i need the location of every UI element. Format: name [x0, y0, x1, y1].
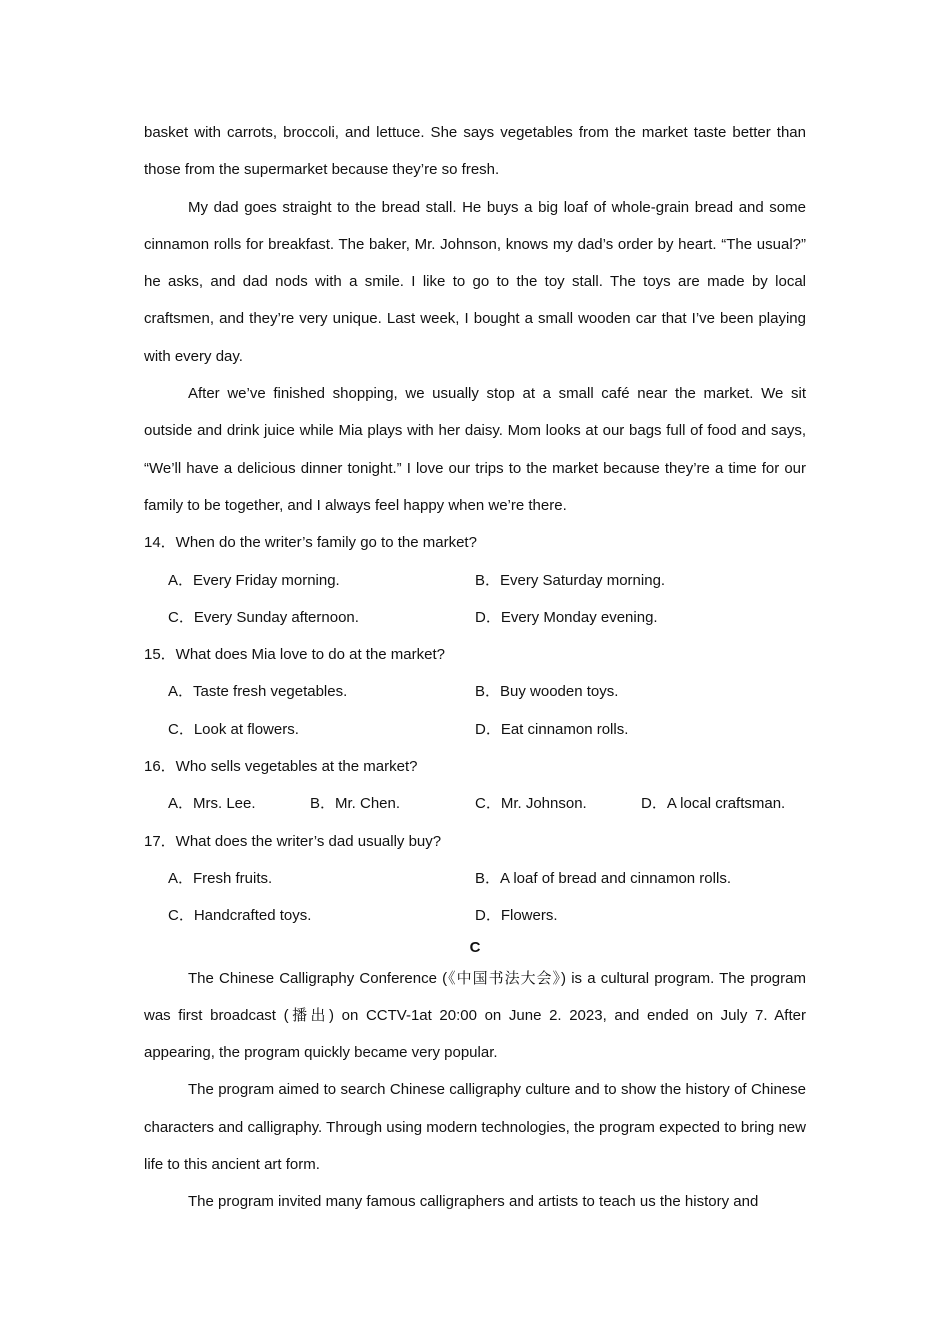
question-14-stem: 14．When do the writer’s family go to the market? — [144, 534, 477, 552]
passage-b-paragraph-3: After we’ve finished shopping, we usually stop at a small café near the market. We sit outside and drink juice while Mia plays with her daisy. Mom looks at our bags full of food and says, “We’ll have a delicious dinner tonight.” I love our trips to the market because they’re a time for our family to be together, and I always feel happy when we’re there. — [144, 385, 806, 514]
section-c-p1-cjk-gloss: 播出 — [288, 1005, 329, 1024]
question-16-stem: 16．Who sells vegetables at the market? — [144, 758, 418, 776]
section-c-heading: C — [469, 938, 481, 956]
question-17-option-a: A．Fresh fruits. — [168, 869, 273, 887]
question-17-option-c: C．Handcrafted toys. — [168, 907, 312, 925]
question-17-option-b: B．A loaf of bread and cinnamon rolls. — [475, 869, 731, 887]
question-16-options-row — [144, 785, 806, 822]
section-c-p1-before: The Chinese Calligraphy Conference ( — [188, 969, 448, 987]
question-16-option-c: C．Mr. Johnson. — [475, 795, 587, 813]
section-c-p1-mid: ) is a cultural program. The program was first broadcast ( — [144, 969, 806, 1024]
question-14-options-row-2 — [144, 599, 806, 636]
question-17-options-row-1 — [144, 860, 806, 897]
section-c-p1-after: ) on CCTV-1at 20:00 on June 2. 2023, and ended on July 7. After appearing, the program quickly became very popular. — [144, 1006, 806, 1062]
section-c-paragraph-1 — [144, 960, 806, 1072]
question-17-option-d: D．Flowers. — [475, 907, 558, 925]
question-15-options-row-1 — [144, 673, 806, 710]
question-15-option-d: D．Eat cinnamon rolls. — [475, 720, 629, 738]
question-15-option-a: A．Taste fresh vegetables. — [168, 683, 348, 701]
question-15-option-b: B．Buy wooden toys. — [475, 683, 619, 701]
question-16-option-b: B．Mr. Chen. — [310, 795, 401, 813]
document-page — [144, 114, 806, 1221]
section-c-p1-cjk-title: 《中国书法大会》 — [447, 968, 562, 987]
question-14-option-a: A．Every Friday morning. — [168, 571, 340, 589]
section-c-paragraph-2: The program aimed to search Chinese calligraphy culture and to show the history of Chinese characters and calligraphy. Through using modern technologies, the program expected to bring new life to this ancient art form. — [144, 1081, 806, 1174]
section-c-paragraph-3: The program invited many famous calligraphers and artists to teach us the history and — [188, 1193, 759, 1211]
question-17-stem: 17．What does the writer’s dad usually buy? — [144, 832, 442, 850]
question-15-options-row-2 — [144, 711, 806, 748]
question-17-options-row-2 — [144, 897, 806, 934]
question-15-option-c: C．Look at flowers. — [168, 720, 299, 738]
question-14-options-row-1 — [144, 562, 806, 599]
question-14-option-c: C．Every Sunday afternoon. — [168, 608, 359, 626]
question-14-option-d: D．Every Monday evening. — [475, 608, 658, 626]
question-14-option-b: B．Every Saturday morning. — [475, 571, 666, 589]
question-16-option-d: D．A local craftsman. — [641, 795, 786, 813]
passage-b-paragraph-2: My dad goes straight to the bread stall. He buys a big loaf of whole-grain bread and some cinnamon rolls for breakfast. The baker, Mr. Johnson, knows my dad’s order by heart. “The usual?” he asks, and dad nods with a smile. I like to go to the toy stall. The toys are made by local craftsmen, and they’re very unique. Last week, I bought a small wooden car that I’ve been playing with every day. — [144, 198, 806, 365]
passage-b-paragraph-1: basket with carrots, broccoli, and lettuce. She says vegetables from the market taste better than those from the supermarket because they’re so fresh. — [144, 124, 806, 179]
question-15-stem: 15．What does Mia love to do at the market? — [144, 646, 445, 664]
question-16-option-a: A．Mrs. Lee. — [168, 795, 256, 813]
